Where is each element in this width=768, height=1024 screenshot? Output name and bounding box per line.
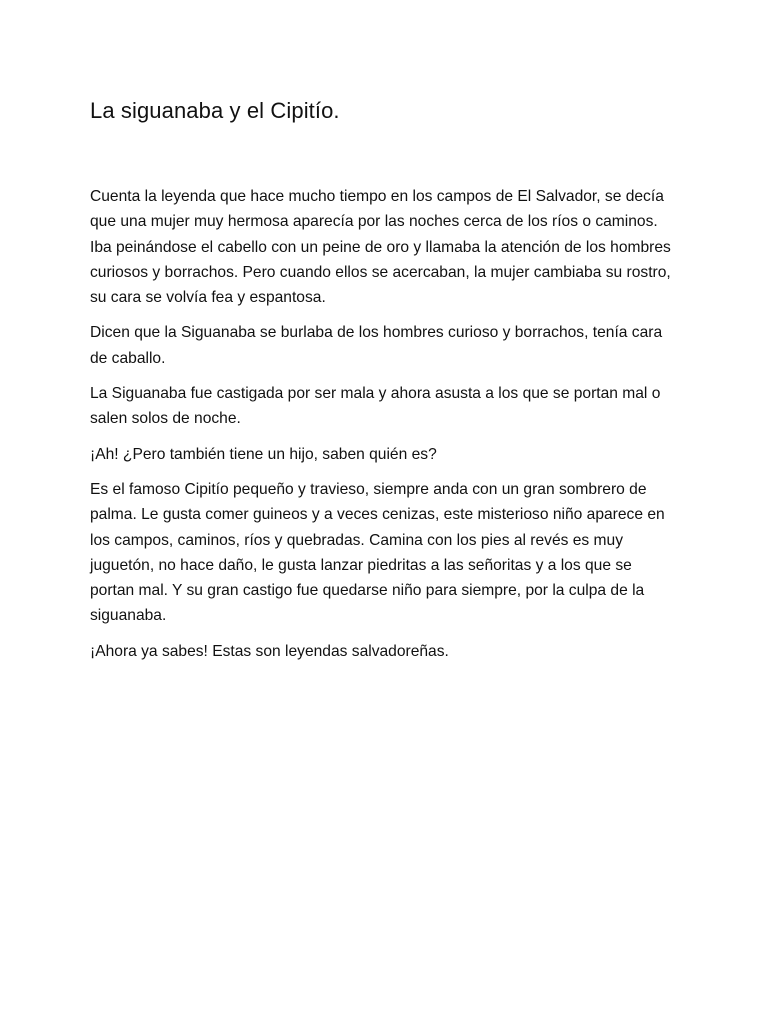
paragraph-closing: ¡Ahora ya sabes! Estas son leyendas salvadoreñas.: [90, 642, 449, 660]
document-body: [90, 184, 680, 674]
paragraph-horse-face: Dicen que la Siguanaba se burlaba de los hombres curioso y borrachos, tenía cara de caballo.: [90, 324, 663, 367]
paragraph-question: ¡Ah! ¿Pero también tiene un hijo, saben quién es?: [90, 445, 437, 463]
paragraph-punishment: La Siguanaba fue castigada por ser mala y ahora asusta a los que se portan mal o salen solos de noche.: [90, 385, 661, 428]
paragraph-legend-intro: Cuenta la leyenda que hace mucho tiempo en los campos de El Salvador, se decía que una mujer muy hermosa aparecía por las noches cerca de los ríos o caminos. Iba peinándose el cabello con un peine de oro y llamaba la atención de los hombres curiosos y borrachos. Pero cuando ellos se acercaban, la mujer cambiaba su rostro, su cara se volvía fea y espantosa.: [90, 188, 671, 307]
document-title: La siguanaba y el Cipitío.: [90, 98, 340, 123]
paragraph-cipitio: Es el famoso Cipitío pequeño y travieso, siempre anda con un gran sombrero de palma. Le gusta comer guineos y a veces cenizas, este misterioso niño aparece en los campos, caminos, ríos y quebradas. Camina con los pies al revés es muy juguetón, no hace daño, le gusta lanzar piedritas a las señoritas y a los que se portan mal. Y su gran castigo fue quedarse niño para siempre, por la culpa de la siguanaba.: [90, 480, 665, 625]
